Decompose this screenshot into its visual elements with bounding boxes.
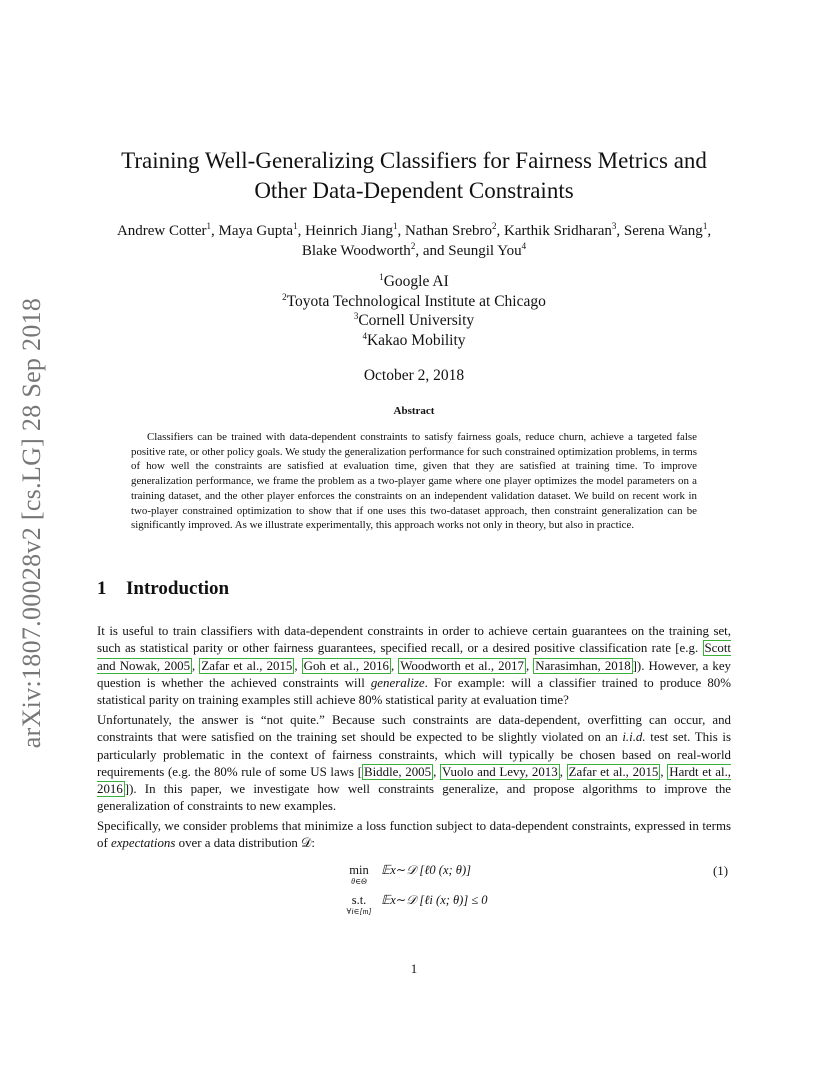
citation-link[interactable]: Vuolo and Levy, 2013 <box>441 764 558 779</box>
affiliation-sup: 1 <box>379 271 384 282</box>
separator: , <box>294 658 302 673</box>
emphasis: i.i.d. <box>622 730 646 745</box>
text: ]). However, a key question is whether the achieved constraints will <box>97 658 731 690</box>
operator-label: s.t. <box>351 893 367 907</box>
citation-link[interactable]: Narasimhan, 2018 <box>535 658 631 673</box>
operator-subscript: θ∈Θ <box>351 877 367 886</box>
affiliation-name: Toyota Technological Institute at Chicago <box>286 292 546 310</box>
citation-link[interactable]: Biddle, 2005 <box>364 764 432 779</box>
citation-link[interactable]: Zafar et al., 2015 <box>568 764 659 779</box>
objective-line <box>340 862 488 892</box>
title-line-1: Training Well-Generalizing Classifiers for Fairness Metrics and <box>121 148 707 173</box>
citation-link[interactable]: Scott and Nowak, 2005 <box>97 641 731 673</box>
text: . For example: will a classifier trained to produce 80% statistical parity on training examples still achieve 80% statistical parity at evaluation time? <box>97 675 731 708</box>
separator: , <box>390 658 399 673</box>
affiliation-name: Google AI <box>383 273 449 290</box>
operator-subscript: ∀i∈[m] <box>346 907 372 916</box>
affiliation-name: Cornell University <box>358 312 475 329</box>
emphasis: expectations <box>110 836 176 851</box>
separator: , <box>559 764 567 779</box>
affiliation-4 <box>200 331 628 351</box>
section-number: 1 <box>97 578 107 599</box>
arxiv-identifier <box>2 288 62 758</box>
objective-expression: 𝔼x∼𝒟 [ℓ0 (x; θ)] <box>381 863 471 877</box>
author-sup: 4 <box>521 241 527 251</box>
author-sup: 3 <box>611 221 617 231</box>
author-sup: 1 <box>293 221 298 231</box>
separator: , <box>433 764 440 779</box>
author-name: , Maya Gupta <box>211 223 294 239</box>
affiliation-sup: 2 <box>282 291 287 302</box>
equation-number: (1) <box>713 864 729 878</box>
section-title: Introduction <box>126 578 230 599</box>
affiliations <box>200 272 628 350</box>
author-name: , and Seungil You <box>415 243 522 259</box>
constraint-expression: 𝔼x∼𝒟 [ℓi (x; θ)] ≤ 0 <box>381 893 488 907</box>
author-name: , Nathan Srebro <box>397 223 493 239</box>
author-sup: 2 <box>410 241 416 251</box>
affiliation-3 <box>200 311 628 331</box>
text: ]). In this paper, we investigate how well constraints generalize, and propose algorithms to improve the generalization of constraints to new examples. <box>97 782 731 814</box>
paragraph-1 <box>97 623 731 709</box>
citation-link[interactable]: Goh et al., 2016 <box>303 658 389 673</box>
operator-label: min <box>349 863 369 877</box>
author-sup: 2 <box>492 221 497 231</box>
author-list <box>80 221 748 261</box>
min-operator <box>340 863 378 886</box>
paper-title <box>90 146 738 206</box>
paper-date: October 2, 2018 <box>363 367 465 384</box>
author-sup: 1 <box>702 221 708 231</box>
citation-link[interactable]: Woodworth et al., 2017 <box>400 658 524 673</box>
author-line-1 <box>80 221 748 241</box>
text: Specifically, we consider problems that minimize a loss function subject to data-dependent constraints, expressed in terms of <box>97 819 731 851</box>
subject-to-operator <box>340 893 378 916</box>
paragraph-2 <box>97 712 731 816</box>
text: test set. This is particularly problematic in the context of fairness constraints, which will typically be chosen based on real-world requirements (e.g. the 80% rule of some US laws [ <box>97 730 731 779</box>
page-number: 1 <box>410 962 418 976</box>
author-line-2 <box>80 241 748 261</box>
author-sup: 1 <box>206 221 211 231</box>
author-sup: 1 <box>392 221 398 231</box>
affiliation-1 <box>200 272 628 292</box>
text: Unfortunately, the answer is “not quite.” Because such constraints are data-dependent, overfitting can occur, and constraints that were satisfied on the training set should be expected to be slightly violated on an <box>97 713 731 745</box>
title-line-2: Other Data-Dependent Constraints <box>254 178 574 203</box>
separator: , <box>525 658 534 673</box>
citation-link[interactable]: Hardt et al., 2016 <box>97 764 732 797</box>
emphasis: generalize <box>370 675 425 690</box>
separator: , <box>192 658 200 673</box>
section-heading <box>97 578 229 600</box>
affiliation-sup: 3 <box>353 310 359 321</box>
abstract-heading: Abstract <box>393 405 435 417</box>
affiliation-2 <box>200 292 628 312</box>
text: over a data distribution 𝒟: <box>175 836 315 851</box>
separator: , <box>660 764 668 779</box>
paragraph-3 <box>97 818 731 853</box>
citation-link[interactable]: Zafar et al., 2015 <box>201 658 293 673</box>
equation-1 <box>340 862 488 922</box>
author-name: , Heinrich Jiang <box>297 223 393 239</box>
author-separator: , <box>707 223 712 239</box>
author-name: Andrew Cotter <box>116 223 207 239</box>
author-name: , Serena Wang <box>616 223 703 239</box>
affiliation-name: Kakao Mobility <box>366 331 466 349</box>
author-name: Blake Woodworth <box>301 243 411 259</box>
arxiv-identifier-text: arXiv:1807.00028v2 [cs.LG] 28 Sep 2018 <box>17 297 46 749</box>
text: It is useful to train classifiers with data-dependent constraints in order to achieve certain guarantees on the training set, such as statistical parity or other fairness guarantees, specified recall, or a desired positive classification rate [e.g. <box>97 624 731 656</box>
affiliation-sup: 4 <box>362 330 367 341</box>
author-name: , Karthik Sridharan <box>496 223 612 239</box>
constraint-line <box>340 892 488 922</box>
abstract-text: Classifiers can be trained with data-dependent constraints to satisfy fairness goals, reduce churn, achieve a targeted false positive rate, or other policy goals. We study the generalization performance for such constrained optimization problems, in terms of how well the constraints are satisfied at evaluation time, given that they are satisfied at training time. To improve generalization performance, we frame the problem as a two-player game where one player optimizes the model parameters on a training dataset, and the other player enforces the constraints on an independent validation dataset. We build on recent work in two-player constrained optimization to show that if one uses this two-dataset approach, then constraint generalization can be significantly improved. As we illustrate experimentally, this approach works not only in theory, but also in practice. <box>131 431 697 532</box>
